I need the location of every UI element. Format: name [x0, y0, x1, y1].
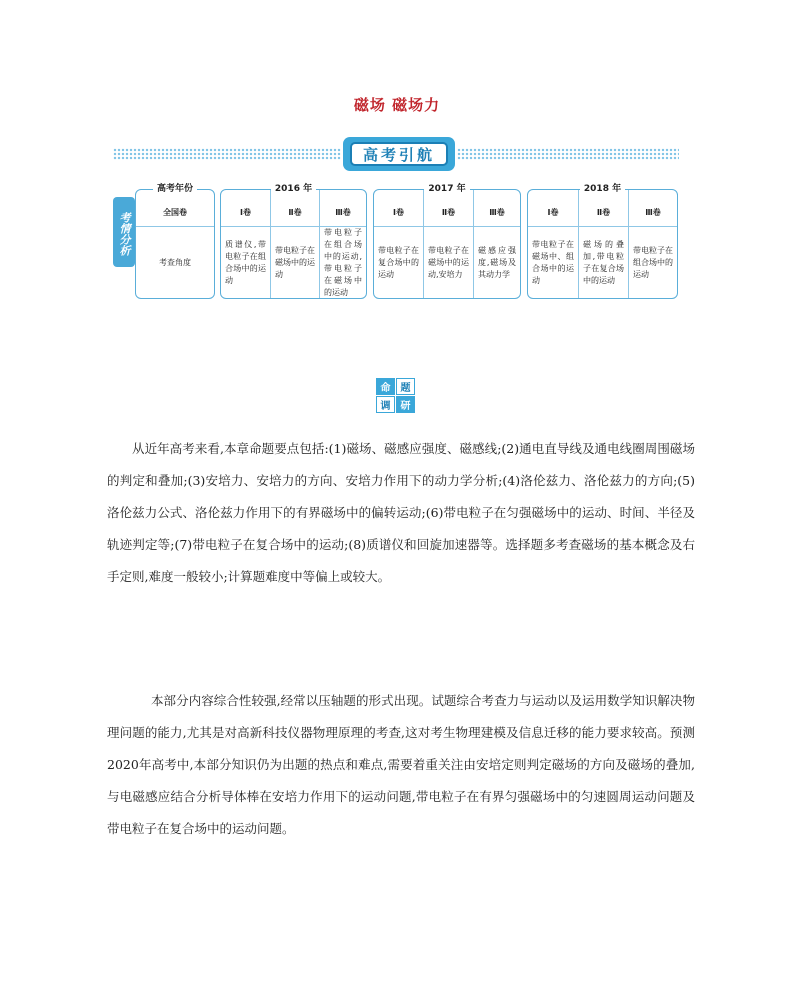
- seal-char: 研: [396, 396, 415, 413]
- banner-left-dots: [113, 148, 341, 160]
- paper-label: Ⅲ卷: [474, 200, 520, 227]
- year-group-2016: [220, 184, 367, 299]
- nation-label: 全国卷: [136, 200, 214, 227]
- seal-char: 命: [376, 378, 395, 395]
- paper-label: Ⅱ卷: [424, 200, 473, 227]
- side-tab-analysis: 考情分析: [113, 197, 135, 267]
- table-column: [473, 190, 520, 298]
- mingti-diaoyan-seal: [376, 378, 416, 414]
- year-group-2017: [373, 184, 521, 299]
- topic-cell: 磁场的叠加,带电粒子在复合场中的运动: [583, 239, 624, 285]
- table-column: [628, 190, 677, 298]
- table-column: [423, 190, 473, 298]
- paper-label: Ⅰ卷: [528, 200, 578, 227]
- paper-label: Ⅱ卷: [579, 200, 628, 227]
- year-label: 2018 年: [580, 184, 625, 194]
- year-label: 2016 年: [271, 184, 316, 194]
- topic-cell: 带电粒子在磁场中、组合场中的运动: [532, 239, 574, 285]
- table-column: [528, 190, 578, 298]
- topic-cell: 带电粒子在组合场中的运动,带电粒子在磁场中的运动: [324, 227, 362, 297]
- paper-label: Ⅰ卷: [221, 200, 270, 227]
- paper-label: Ⅱ卷: [271, 200, 319, 227]
- seal-char: 题: [396, 378, 415, 395]
- table-column: [374, 190, 423, 298]
- topic-cell: 带电粒子在复合场中的运动: [378, 245, 419, 279]
- topic-cell: 磁感应强度,磁场及其动力学: [478, 245, 516, 279]
- banner-gaokao-yinhang: [343, 137, 455, 171]
- paper-label: Ⅰ卷: [374, 200, 423, 227]
- topic-cell: 质谱仪,带电粒子在组合场中的运动: [225, 239, 266, 285]
- year-label: 2017 年: [424, 184, 469, 194]
- table-column: [578, 190, 628, 298]
- table-column: [319, 190, 366, 298]
- table-column: [221, 190, 270, 298]
- topic-cell: 带电粒子在组合场中的运动: [633, 245, 673, 279]
- topic-cell: 带电粒子在磁场中的运动: [275, 245, 315, 279]
- page-title: 磁场 磁场力: [353, 96, 441, 114]
- banner-label: 高考引航: [350, 142, 448, 166]
- paragraph-forecast: 本部分内容综合性较强,经常以压轴题的形式出现。试题综合考查力与运动以及运用数学知识解决物理问题的能力,尤其是对高新科技仪器物理原理的考查,这对考生物理建模及信息迁移的能力要求较高。预测2020年高考中,本部分知识仍为出题的热点和难点,需要着重关注由安培定则判定磁场的方向及磁场的叠加,与电磁感应结合分析导体棒在安培力作用下的运动问题,带电粒子在有界匀强磁场中的匀速圆周运动问题及带电粒子在复合场中的运动问题。: [107, 693, 695, 836]
- year-group-2018: [527, 184, 678, 299]
- paper-label: Ⅲ卷: [629, 200, 677, 227]
- table-column: [270, 190, 319, 298]
- topic-cell: 带电粒子在磁场中的运动,安培力: [428, 245, 469, 279]
- banner-right-dots: [457, 148, 679, 160]
- paper-label: Ⅲ卷: [320, 200, 366, 227]
- table-row-labels: [135, 184, 215, 299]
- row-label: 考查角度: [159, 257, 191, 267]
- paragraph-exam-points: 从近年高考来看,本章命题要点包括:(1)磁场、磁感应强度、磁感线;(2)通电直导线及通电线圈周围磁场的判定和叠加;(3)安培力、安培力的方向、安培力作用下的动力学分析;(4)洛伦兹力、洛伦兹力的方向;(5)洛伦兹力公式、洛伦兹力作用下的有界磁场中的偏转运动;(6)带电粒子在匀强磁场中的运动、时间、半径及轨迹判定等;(7)带电粒子在复合场中的运动;(8)质谱仪和回旋加速器等。选择题多考查磁场的基本概念及右手定则,难度一般较小;计算题难度中等偏上或较大。: [107, 441, 695, 584]
- seal-char: 调: [376, 396, 395, 413]
- year-header: 高考年份: [153, 184, 197, 194]
